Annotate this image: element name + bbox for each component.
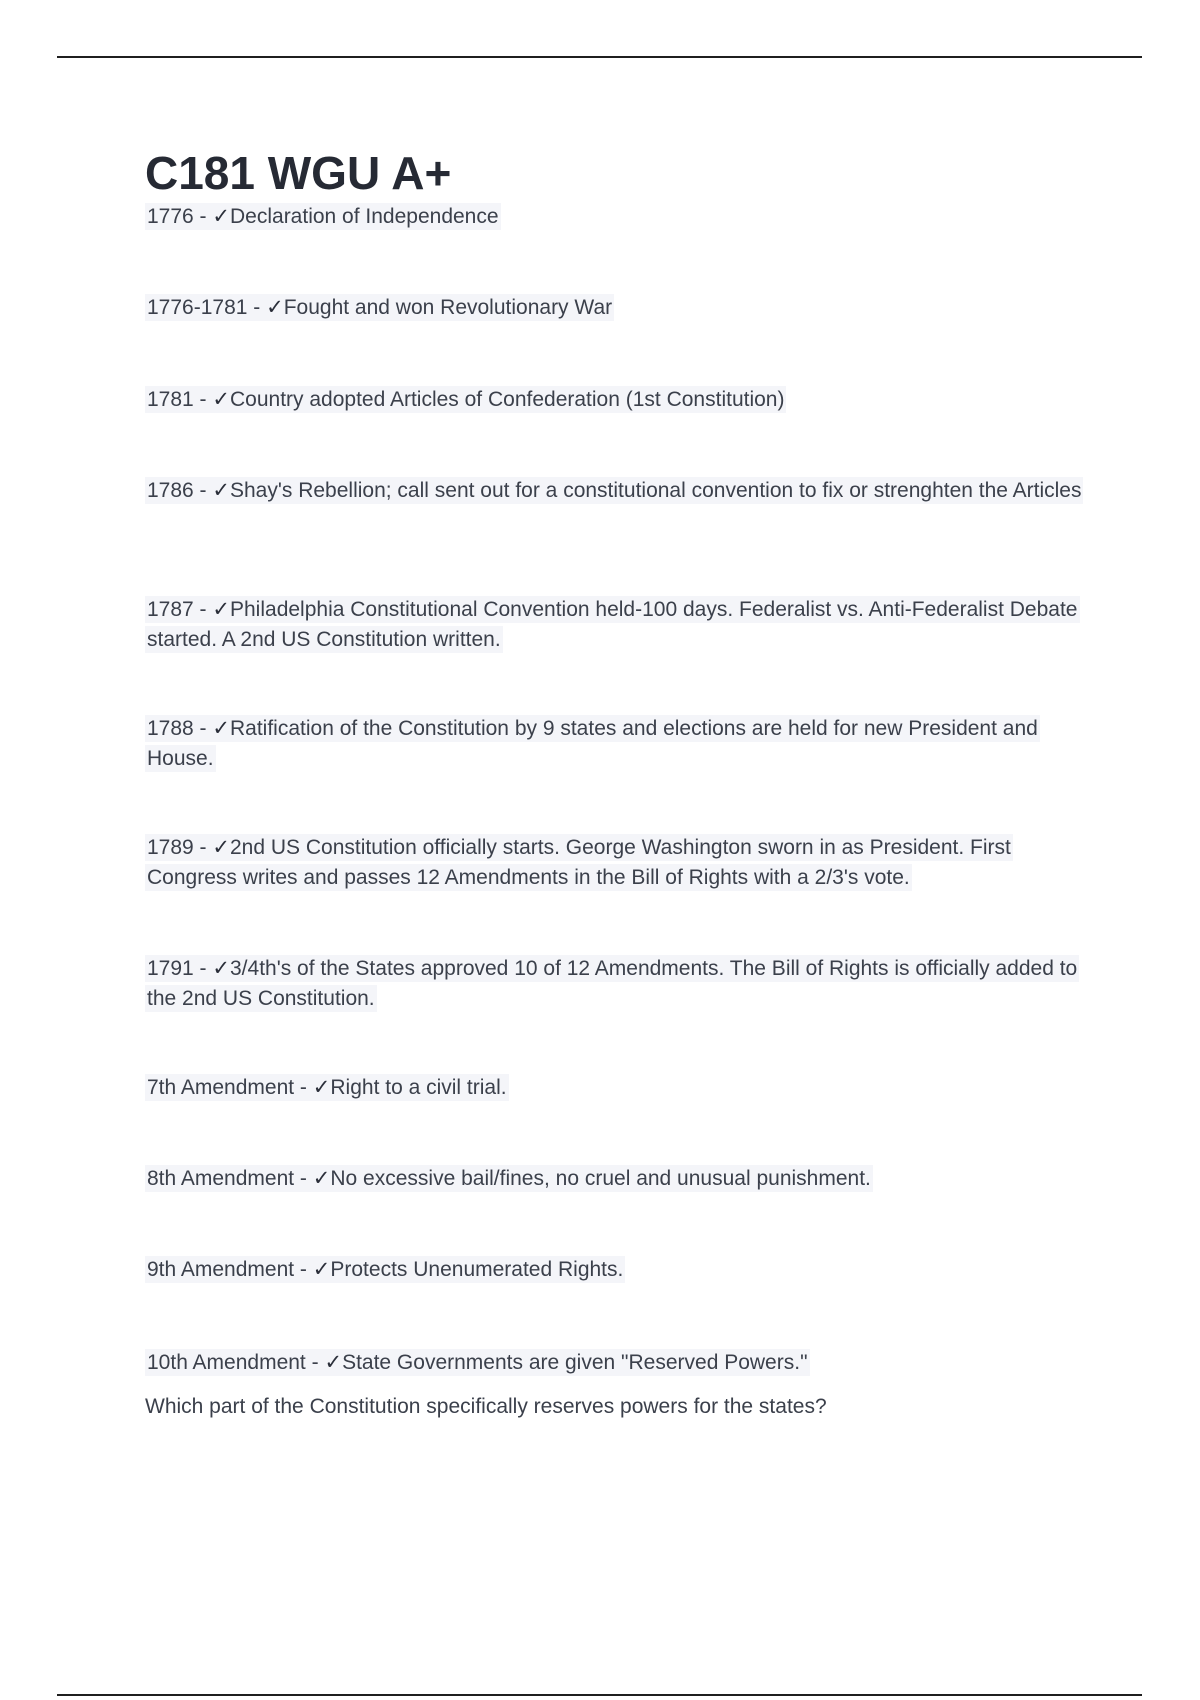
flashcard-entry xyxy=(145,954,1095,1014)
entry-answer: 3/4th's of the States approved 10 of 12 Amendments. The Bill of Rights is officially added to the 2nd US Constitution. xyxy=(147,957,1078,1010)
checkmark-icon: ✓ xyxy=(312,1076,331,1099)
checkmark-icon: ✓ xyxy=(266,296,284,319)
entry-highlight xyxy=(145,1165,873,1192)
entry-separator: - xyxy=(193,479,213,502)
document-title: C181 WGU A+ xyxy=(145,147,452,199)
entry-separator: - xyxy=(193,388,213,411)
entry-highlight xyxy=(145,1256,625,1283)
entry-term: 10th Amendment xyxy=(147,1351,306,1374)
checkmark-icon: ✓ xyxy=(212,717,230,740)
entry-term: 1787 xyxy=(147,598,194,621)
entry-highlight xyxy=(145,834,1013,891)
entry-separator: - xyxy=(193,205,213,228)
checkmark-icon: ✓ xyxy=(212,957,230,980)
flashcard-entry xyxy=(145,385,1095,415)
entry-term: 8th Amendment xyxy=(147,1167,295,1190)
flashcard-entry xyxy=(145,476,1095,506)
entry-answer: Right to a civil trial. xyxy=(330,1076,507,1099)
entry-term: 1789 xyxy=(147,836,194,859)
entry-separator: - xyxy=(247,296,267,319)
entry-separator: - xyxy=(193,717,213,740)
checkmark-icon: ✓ xyxy=(212,836,230,859)
top-rule xyxy=(57,56,1142,58)
flashcard-entry xyxy=(145,202,1095,232)
entry-highlight xyxy=(145,596,1080,653)
entry-term: 1776 xyxy=(147,205,194,228)
entry-highlight xyxy=(145,955,1079,1012)
entry-term: 1786 xyxy=(147,479,194,502)
entry-highlight xyxy=(145,203,501,230)
entry-answer: No excessive bail/fines, no cruel and unusual punishment. xyxy=(330,1167,871,1190)
checkmark-icon: ✓ xyxy=(212,205,230,228)
flashcard-entry xyxy=(145,293,1095,323)
entry-answer: Philadelphia Constitutional Convention held-100 days. Federalist vs. Anti-Federalist Debate started. A 2nd US Constitution written. xyxy=(147,598,1078,651)
entry-answer: Country adopted Articles of Confederation (1st Constitution) xyxy=(230,388,785,411)
checkmark-icon: ✓ xyxy=(212,479,230,502)
entry-term: 1781 xyxy=(147,388,194,411)
entry-answer: 2nd US Constitution officially starts. George Washington sworn in as President. First Congress writes and passes 12 Amendments in the Bill of Rights with a 2/3's vote. xyxy=(147,836,1011,889)
entry-highlight xyxy=(145,1349,810,1376)
entry-answer: Ratification of the Constitution by 9 states and elections are held for new President and House. xyxy=(147,717,1038,770)
entry-answer: Protects Unenumerated Rights. xyxy=(330,1258,624,1281)
flashcard-entry xyxy=(145,833,1095,893)
entry-highlight xyxy=(145,294,614,321)
entry-term: 1776-1781 xyxy=(147,296,248,319)
entry-separator: - xyxy=(294,1167,313,1190)
entry-separator: - xyxy=(193,836,213,859)
question-text: Which part of the Constitution specifically reserves powers for the states? xyxy=(145,1395,827,1418)
entry-highlight xyxy=(145,1074,509,1101)
checkmark-icon: ✓ xyxy=(324,1351,343,1374)
flashcard-entry xyxy=(145,1255,1095,1285)
entry-term: 1788 xyxy=(147,717,194,740)
entry-answer: Declaration of Independence xyxy=(230,205,499,228)
entry-separator: - xyxy=(305,1351,325,1374)
entry-separator: - xyxy=(193,957,213,980)
entry-separator: - xyxy=(193,598,213,621)
entry-highlight xyxy=(145,386,786,413)
entry-separator: - xyxy=(294,1258,313,1281)
checkmark-icon: ✓ xyxy=(312,1167,331,1190)
flashcard-entry xyxy=(145,595,1095,655)
flashcard-entry xyxy=(145,714,1095,774)
entry-highlight xyxy=(145,477,1083,504)
entry-answer: Fought and won Revolutionary War xyxy=(283,296,613,319)
checkmark-icon: ✓ xyxy=(212,598,230,621)
bottom-rule xyxy=(57,1694,1142,1696)
checkmark-icon: ✓ xyxy=(212,388,230,411)
entry-answer: State Governments are given "Reserved Powers." xyxy=(342,1351,808,1374)
entry-term: 9th Amendment xyxy=(147,1258,295,1281)
flashcard-entry xyxy=(145,1073,1095,1103)
entry-term: 7th Amendment xyxy=(147,1076,295,1099)
entry-answer: Shay's Rebellion; call sent out for a constitutional convention to fix or strenghten the Articles xyxy=(230,479,1082,502)
checkmark-icon: ✓ xyxy=(312,1258,331,1281)
entry-highlight xyxy=(145,715,1040,772)
flashcard-entry xyxy=(145,1348,1095,1378)
flashcard-entry xyxy=(145,1164,1095,1194)
entry-separator: - xyxy=(294,1076,313,1099)
entry-term: 1791 xyxy=(147,957,194,980)
